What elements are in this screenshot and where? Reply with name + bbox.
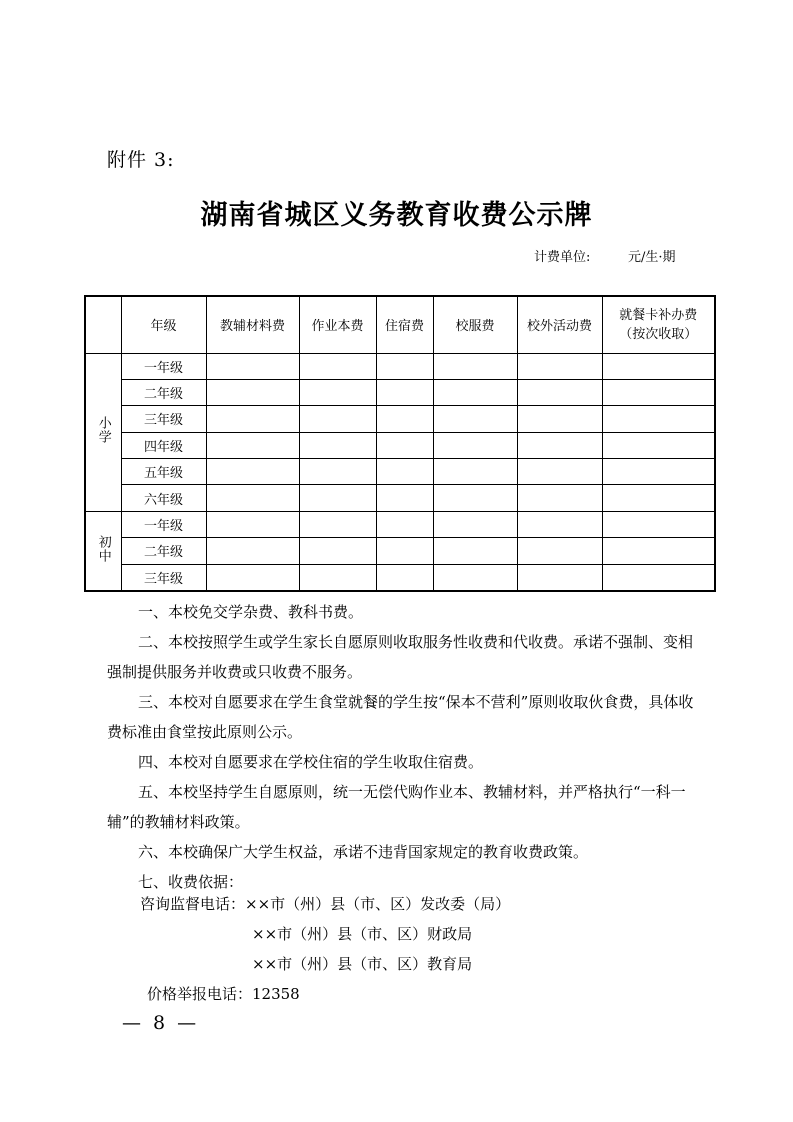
- note-paragraph: 四、本校对自愿要求在学校住宿的学生收取住宿费。: [138, 753, 484, 771]
- fee-cell[interactable]: [602, 379, 715, 405]
- grade-cell: 五年级: [121, 459, 206, 485]
- fee-cell[interactable]: [206, 432, 299, 458]
- note-paragraph: 二、本校按照学生或学生家长自愿原则收取服务性收费和代收费。承诺不强制、变相强制提供服务并收费或只收费不服务。: [107, 633, 694, 681]
- fee-cell[interactable]: [433, 564, 517, 590]
- fee-cell[interactable]: [433, 485, 517, 511]
- fee-cell[interactable]: [602, 485, 715, 511]
- fee-cell[interactable]: [299, 511, 376, 537]
- fee-cell[interactable]: [517, 511, 602, 537]
- table-row: [85, 406, 715, 432]
- grade-cell: 三年级: [121, 564, 206, 590]
- column-header: 教辅材料费: [206, 296, 299, 353]
- note-paragraph: 五、本校坚持学生自愿原则，统一无偿代购作业本、教辅材料，并严格执行“一科一辅”的教辅材料政策。: [107, 783, 686, 831]
- fee-cell[interactable]: [206, 511, 299, 537]
- contact-value: ××市（州）县（市、区）财政局: [252, 925, 473, 943]
- note-paragraph: 七、收费依据：: [138, 873, 244, 891]
- document-title: 湖南省城区义务教育收费公示牌: [200, 200, 593, 231]
- grade-cell: 一年级: [121, 353, 206, 379]
- note-paragraph: 六、本校确保广大学生权益，承诺不违背国家规定的教育收费政策。: [138, 843, 589, 861]
- table-row: [85, 379, 715, 405]
- fee-cell[interactable]: [376, 353, 433, 379]
- contact-line: [140, 893, 510, 914]
- fee-cell[interactable]: [299, 564, 376, 590]
- fee-cell[interactable]: [299, 406, 376, 432]
- grade-cell: 四年级: [121, 432, 206, 458]
- grade-cell: 二年级: [121, 379, 206, 405]
- fee-cell[interactable]: [299, 379, 376, 405]
- fee-cell[interactable]: [517, 485, 602, 511]
- fee-cell[interactable]: [602, 511, 715, 537]
- fee-cell[interactable]: [299, 459, 376, 485]
- fee-cell[interactable]: [376, 406, 433, 432]
- table-row: [85, 432, 715, 458]
- fee-cell[interactable]: [206, 353, 299, 379]
- fee-cell[interactable]: [433, 459, 517, 485]
- column-header-line: 就餐卡补办费: [619, 307, 698, 323]
- section-label-cell: [85, 353, 121, 511]
- fee-cell[interactable]: [376, 459, 433, 485]
- grade-cell: 三年级: [121, 406, 206, 432]
- unit-value: 元/生·期: [628, 250, 676, 265]
- fee-cell[interactable]: [206, 564, 299, 590]
- fee-cell[interactable]: [299, 432, 376, 458]
- fee-cell[interactable]: [517, 538, 602, 564]
- grade-cell: 二年级: [121, 538, 206, 564]
- contact-value: ××市（州）县（市、区）教育局: [252, 955, 473, 973]
- fee-cell[interactable]: [602, 353, 715, 379]
- fee-cell[interactable]: [376, 564, 433, 590]
- fee-cell[interactable]: [206, 459, 299, 485]
- table-row: [85, 353, 715, 379]
- fee-cell[interactable]: [433, 406, 517, 432]
- fee-table: [84, 295, 716, 592]
- fee-cell[interactable]: [376, 379, 433, 405]
- section-header-cell: [85, 296, 121, 353]
- fee-cell[interactable]: [517, 432, 602, 458]
- fee-cell[interactable]: [433, 511, 517, 537]
- fee-cell[interactable]: [433, 432, 517, 458]
- fee-cell[interactable]: [602, 432, 715, 458]
- fee-cell[interactable]: [517, 353, 602, 379]
- notes-section: [107, 597, 697, 897]
- table-row: [85, 511, 715, 537]
- fee-cell[interactable]: [299, 485, 376, 511]
- fee-cell[interactable]: [517, 459, 602, 485]
- fee-cell[interactable]: [602, 459, 715, 485]
- column-header: [602, 296, 715, 353]
- fee-cell[interactable]: [376, 432, 433, 458]
- fee-cell[interactable]: [517, 564, 602, 590]
- section-label: 初中: [95, 534, 111, 563]
- grade-cell: 六年级: [121, 485, 206, 511]
- column-header: 年级: [121, 296, 206, 353]
- column-header: 住宿费: [376, 296, 433, 353]
- fee-cell[interactable]: [602, 538, 715, 564]
- attachment-label: 附件 3:: [107, 149, 175, 171]
- table-row: [85, 459, 715, 485]
- fee-cell[interactable]: [433, 538, 517, 564]
- fee-cell[interactable]: [433, 379, 517, 405]
- column-header: 校外活动费: [517, 296, 602, 353]
- unit-label: 计费单位:: [534, 250, 591, 265]
- page-number: — 8 —: [122, 1012, 200, 1034]
- section-label: 小学: [95, 416, 111, 445]
- fee-cell[interactable]: [299, 353, 376, 379]
- table-header-row: [85, 296, 715, 353]
- fee-cell[interactable]: [602, 406, 715, 432]
- fee-cell[interactable]: [206, 406, 299, 432]
- contact-label: 咨询监督电话：: [140, 895, 246, 913]
- note-paragraph: 三、本校对自愿要求在学生食堂就餐的学生按“保本不营利”原则收取伙食费，具体收费标准由食堂按此原则公示。: [107, 693, 694, 741]
- fee-cell[interactable]: [517, 406, 602, 432]
- fee-cell[interactable]: [376, 538, 433, 564]
- contact-value: ××市（州）县（市、区）发改委（局）: [245, 895, 511, 913]
- fee-cell[interactable]: [517, 379, 602, 405]
- fee-cell[interactable]: [206, 485, 299, 511]
- fee-cell[interactable]: [206, 538, 299, 564]
- fee-cell[interactable]: [376, 485, 433, 511]
- table-row: [85, 564, 715, 590]
- fee-cell[interactable]: [206, 379, 299, 405]
- fee-cell[interactable]: [433, 353, 517, 379]
- column-header: 校服费: [433, 296, 517, 353]
- note-paragraph: 一、本校免交学杂费、教科书费。: [138, 603, 364, 621]
- fee-cell[interactable]: [602, 564, 715, 590]
- report-phone: 价格举报电话：12358: [147, 985, 300, 1003]
- table-row: [85, 538, 715, 564]
- column-header-line: （按次收取）: [619, 326, 698, 342]
- grade-cell: 一年级: [121, 511, 206, 537]
- column-header: 作业本费: [299, 296, 376, 353]
- fee-cell[interactable]: [299, 538, 376, 564]
- table-row: [85, 485, 715, 511]
- section-label-cell: [85, 511, 121, 590]
- fee-cell[interactable]: [376, 511, 433, 537]
